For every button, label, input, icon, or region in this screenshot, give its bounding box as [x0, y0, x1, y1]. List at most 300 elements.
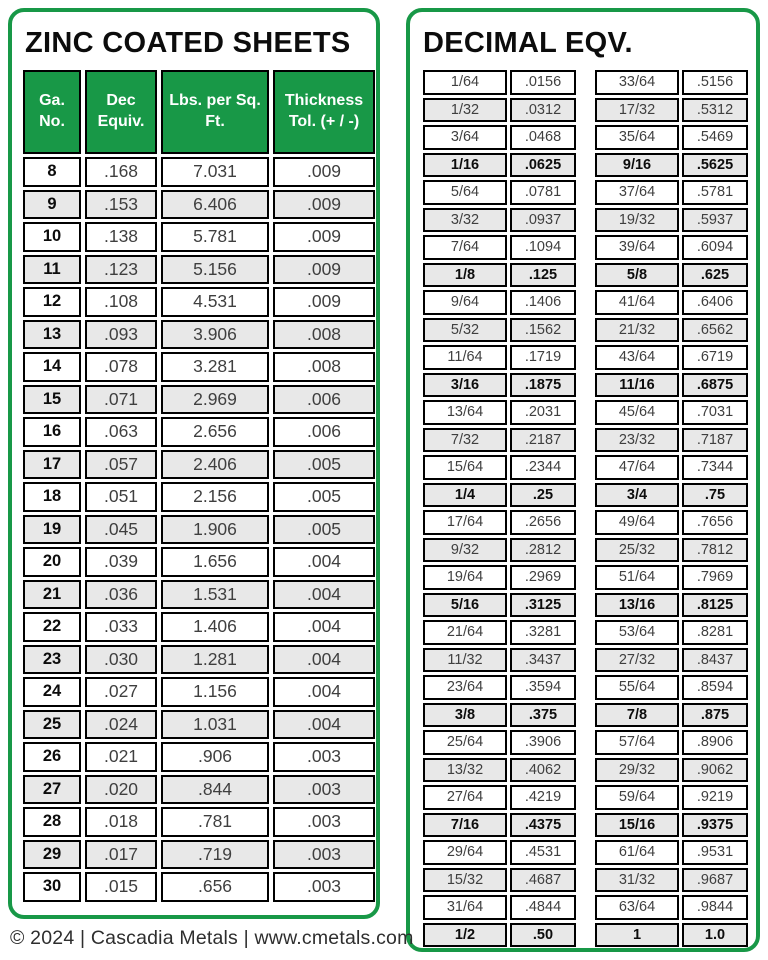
value-cell: .005	[273, 482, 375, 512]
value-cell: .003	[273, 872, 375, 902]
fraction-cell: 23/32	[595, 428, 679, 453]
value-cell: .051	[85, 482, 157, 512]
fraction-cell: 11/32	[423, 648, 507, 673]
decimal-cell: .7812	[682, 538, 748, 563]
decimal-table-row	[595, 730, 748, 755]
zinc-table-row	[23, 775, 375, 805]
value-cell: .003	[273, 742, 375, 772]
value-cell: .003	[273, 775, 375, 805]
value-cell: .138	[85, 222, 157, 252]
decimal-table-row	[423, 895, 576, 920]
fraction-cell: 3/8	[423, 703, 507, 728]
fraction-cell: 3/4	[595, 483, 679, 508]
decimal-cell: .2812	[510, 538, 576, 563]
value-cell: .020	[85, 775, 157, 805]
decimal-cell: .9375	[682, 813, 748, 838]
decimal-table-row	[595, 235, 748, 260]
value-cell: 1.031	[161, 710, 269, 740]
value-cell: 5.781	[161, 222, 269, 252]
fraction-cell: 35/64	[595, 125, 679, 150]
fraction-cell: 25/32	[595, 538, 679, 563]
decimal-table-row	[595, 345, 748, 370]
value-cell: .844	[161, 775, 269, 805]
decimal-table-row	[423, 125, 576, 150]
zinc-table-row	[23, 872, 375, 902]
decimal-cell: .1094	[510, 235, 576, 260]
fraction-cell: 1	[595, 923, 679, 948]
decimal-cell: .0781	[510, 180, 576, 205]
value-cell: .071	[85, 385, 157, 415]
value-cell: .045	[85, 515, 157, 545]
decimal-table-row	[423, 318, 576, 343]
fraction-cell: 17/64	[423, 510, 507, 535]
decimal-cell: .3906	[510, 730, 576, 755]
decimal-cell: .4844	[510, 895, 576, 920]
zinc-table-row	[23, 352, 375, 382]
value-cell: .004	[273, 547, 375, 577]
value-cell: .005	[273, 450, 375, 480]
fraction-cell: 15/64	[423, 455, 507, 480]
zinc-table-row	[23, 320, 375, 350]
fraction-cell: 7/64	[423, 235, 507, 260]
fraction-cell: 55/64	[595, 675, 679, 700]
decimal-equivalents-panel	[406, 8, 760, 952]
value-cell: .093	[85, 320, 157, 350]
value-cell: .003	[273, 807, 375, 837]
value-cell: .009	[273, 222, 375, 252]
value-cell: .039	[85, 547, 157, 577]
value-cell: .021	[85, 742, 157, 772]
value-cell: .108	[85, 287, 157, 317]
fraction-cell: 17/32	[595, 98, 679, 123]
decimal-cell: .125	[510, 263, 576, 288]
decimal-cell: .9062	[682, 758, 748, 783]
fraction-cell: 7/16	[423, 813, 507, 838]
decimal-table-row	[595, 70, 748, 95]
decimal-table-row	[595, 758, 748, 783]
decimal-table-row	[423, 290, 576, 315]
fraction-cell: 19/32	[595, 208, 679, 233]
zinc-table-row	[23, 547, 375, 577]
value-cell: 3.281	[161, 352, 269, 382]
fraction-cell: 25/64	[423, 730, 507, 755]
fraction-cell: 39/64	[595, 235, 679, 260]
decimal-cell: .3125	[510, 593, 576, 618]
decimal-table-row	[595, 813, 748, 838]
decimal-table-row	[595, 840, 748, 865]
decimal-table-row	[423, 813, 576, 838]
decimal-table-row	[595, 868, 748, 893]
decimal-table-row	[595, 455, 748, 480]
gauge-number-cell: 13	[23, 320, 81, 350]
value-cell: .030	[85, 645, 157, 675]
fraction-cell: 27/64	[423, 785, 507, 810]
fraction-cell: 63/64	[595, 895, 679, 920]
gauge-number-cell: 26	[23, 742, 81, 772]
fraction-cell: 1/32	[423, 98, 507, 123]
fraction-cell: 51/64	[595, 565, 679, 590]
gauge-number-cell: 24	[23, 677, 81, 707]
decimal-table-row	[595, 290, 748, 315]
gauge-number-cell: 17	[23, 450, 81, 480]
decimal-table-row	[423, 98, 576, 123]
value-cell: .057	[85, 450, 157, 480]
value-cell: .015	[85, 872, 157, 902]
decimal-table-row	[423, 840, 576, 865]
gauge-number-cell: 15	[23, 385, 81, 415]
decimal-cell: .3594	[510, 675, 576, 700]
fraction-cell: 1/2	[423, 923, 507, 948]
fraction-cell: 53/64	[595, 620, 679, 645]
value-cell: .009	[273, 287, 375, 317]
value-cell: .063	[85, 417, 157, 447]
decimal-cell: .2656	[510, 510, 576, 535]
decimal-table-row	[595, 785, 748, 810]
decimal-table-row	[595, 593, 748, 618]
copyright-footer: © 2024 | Cascadia Metals | www.cmetals.com	[10, 927, 414, 949]
fraction-cell: 47/64	[595, 455, 679, 480]
decimal-table-row	[595, 263, 748, 288]
decimal-cell: .2344	[510, 455, 576, 480]
decimal-table-row	[423, 620, 576, 645]
fraction-cell: 31/64	[423, 895, 507, 920]
fraction-cell: 19/64	[423, 565, 507, 590]
gauge-number-cell: 9	[23, 190, 81, 220]
decimal-cell: .25	[510, 483, 576, 508]
zinc-gauge-table	[19, 67, 379, 905]
decimal-table-row	[423, 70, 576, 95]
zinc-table-row	[23, 450, 375, 480]
gauge-number-cell: 11	[23, 255, 81, 285]
decimal-table-row	[423, 565, 576, 590]
value-cell: 2.406	[161, 450, 269, 480]
zinc-table-row	[23, 255, 375, 285]
value-cell: .024	[85, 710, 157, 740]
decimal-cell: .2031	[510, 400, 576, 425]
decimal-cell: .0937	[510, 208, 576, 233]
decimal-cell: .75	[682, 483, 748, 508]
fraction-cell: 3/32	[423, 208, 507, 233]
decimal-table-row	[595, 538, 748, 563]
fraction-cell: 29/64	[423, 840, 507, 865]
value-cell: .009	[273, 190, 375, 220]
decimal-panel-title: DECIMAL EQV.	[423, 27, 633, 59]
decimal-cell: .5781	[682, 180, 748, 205]
fraction-cell: 1/64	[423, 70, 507, 95]
decimal-cell: .875	[682, 703, 748, 728]
decimal-table-right	[592, 67, 751, 950]
value-cell: .008	[273, 320, 375, 350]
decimal-cell: .3437	[510, 648, 576, 673]
decimal-table-row	[423, 730, 576, 755]
value-cell: .004	[273, 645, 375, 675]
decimal-cell: .5312	[682, 98, 748, 123]
decimal-table-row	[595, 895, 748, 920]
decimal-cell: .6406	[682, 290, 748, 315]
decimal-table-row	[423, 675, 576, 700]
zinc-table-row	[23, 190, 375, 220]
decimal-table-row	[423, 483, 576, 508]
decimal-table-row	[595, 648, 748, 673]
value-cell: 1.531	[161, 580, 269, 610]
fraction-cell: 21/64	[423, 620, 507, 645]
decimal-cell: .8281	[682, 620, 748, 645]
decimal-table-row	[423, 785, 576, 810]
zinc-table-row	[23, 287, 375, 317]
decimal-cell: .9219	[682, 785, 748, 810]
value-cell: .004	[273, 677, 375, 707]
decimal-table-row	[423, 263, 576, 288]
zinc-table-row	[23, 710, 375, 740]
value-cell: .078	[85, 352, 157, 382]
zinc-table-row	[23, 807, 375, 837]
decimal-cell: .0156	[510, 70, 576, 95]
decimal-table-row	[595, 620, 748, 645]
decimal-cell: .4375	[510, 813, 576, 838]
fraction-cell: 57/64	[595, 730, 679, 755]
decimal-cell: .1719	[510, 345, 576, 370]
decimal-table-left	[420, 67, 579, 950]
value-cell: .008	[273, 352, 375, 382]
fraction-cell: 7/32	[423, 428, 507, 453]
decimal-cell: .9687	[682, 868, 748, 893]
decimal-cell: .6562	[682, 318, 748, 343]
decimal-table-row	[595, 428, 748, 453]
value-cell: .003	[273, 840, 375, 870]
column-header: Lbs. per Sq. Ft.	[161, 70, 269, 154]
gauge-number-cell: 8	[23, 157, 81, 187]
decimal-table-row	[423, 648, 576, 673]
value-cell: .004	[273, 612, 375, 642]
decimal-cell: .9531	[682, 840, 748, 865]
value-cell: .006	[273, 385, 375, 415]
decimal-table-row	[423, 758, 576, 783]
decimal-cell: .8125	[682, 593, 748, 618]
fraction-cell: 13/16	[595, 593, 679, 618]
value-cell: 3.906	[161, 320, 269, 350]
column-header: Dec Equiv.	[85, 70, 157, 154]
decimal-table-row	[423, 400, 576, 425]
decimal-table-row	[595, 98, 748, 123]
fraction-cell: 27/32	[595, 648, 679, 673]
column-header: Ga. No.	[23, 70, 81, 154]
value-cell: .004	[273, 580, 375, 610]
decimal-cell: .50	[510, 923, 576, 948]
decimal-table-row	[595, 180, 748, 205]
decimal-cell: .7656	[682, 510, 748, 535]
gauge-number-cell: 10	[23, 222, 81, 252]
decimal-table-row	[595, 483, 748, 508]
fraction-cell: 21/32	[595, 318, 679, 343]
decimal-cell: 1.0	[682, 923, 748, 948]
decimal-table-row	[423, 455, 576, 480]
fraction-cell: 29/32	[595, 758, 679, 783]
zinc-table-row	[23, 222, 375, 252]
decimal-cell: .5937	[682, 208, 748, 233]
decimal-table-row	[595, 125, 748, 150]
value-cell: 1.281	[161, 645, 269, 675]
fraction-cell: 3/16	[423, 373, 507, 398]
value-cell: 6.406	[161, 190, 269, 220]
value-cell: .781	[161, 807, 269, 837]
decimal-table-row	[595, 400, 748, 425]
decimal-cell: .3281	[510, 620, 576, 645]
decimal-table-row	[595, 675, 748, 700]
decimal-table-row	[423, 538, 576, 563]
fraction-cell: 11/64	[423, 345, 507, 370]
zinc-table-row	[23, 157, 375, 187]
value-cell: 1.656	[161, 547, 269, 577]
gauge-number-cell: 20	[23, 547, 81, 577]
decimal-cell: .8594	[682, 675, 748, 700]
decimal-cell: .7969	[682, 565, 748, 590]
decimal-cell: .7031	[682, 400, 748, 425]
zinc-coated-sheets-panel	[8, 8, 380, 919]
decimal-table-row	[423, 593, 576, 618]
fraction-cell: 1/8	[423, 263, 507, 288]
fraction-cell: 5/16	[423, 593, 507, 618]
zinc-table-row	[23, 417, 375, 447]
fraction-cell: 61/64	[595, 840, 679, 865]
decimal-table-row	[423, 923, 576, 948]
decimal-table-row	[423, 510, 576, 535]
fraction-cell: 7/8	[595, 703, 679, 728]
fraction-cell: 9/64	[423, 290, 507, 315]
value-cell: 7.031	[161, 157, 269, 187]
zinc-table-header-row	[23, 70, 375, 154]
gauge-number-cell: 21	[23, 580, 81, 610]
decimal-table-row	[423, 868, 576, 893]
zinc-table-row	[23, 482, 375, 512]
decimal-cell: .1875	[510, 373, 576, 398]
zinc-table-row	[23, 580, 375, 610]
decimal-table-row	[595, 703, 748, 728]
value-cell: .033	[85, 612, 157, 642]
fraction-cell: 33/64	[595, 70, 679, 95]
zinc-table-row	[23, 612, 375, 642]
decimal-table-row	[423, 345, 576, 370]
value-cell: .027	[85, 677, 157, 707]
fraction-cell: 59/64	[595, 785, 679, 810]
fraction-cell: 43/64	[595, 345, 679, 370]
fraction-cell: 37/64	[595, 180, 679, 205]
decimal-cell: .8437	[682, 648, 748, 673]
value-cell: .168	[85, 157, 157, 187]
decimal-cell: .4531	[510, 840, 576, 865]
decimal-table-row	[595, 510, 748, 535]
zinc-table-row	[23, 385, 375, 415]
fraction-cell: 9/16	[595, 153, 679, 178]
fraction-cell: 13/64	[423, 400, 507, 425]
decimal-cell: .6875	[682, 373, 748, 398]
zinc-panel-title: ZINC COATED SHEETS	[25, 27, 351, 59]
gauge-number-cell: 14	[23, 352, 81, 382]
value-cell: .004	[273, 710, 375, 740]
decimal-table-row	[595, 923, 748, 948]
value-cell: 2.969	[161, 385, 269, 415]
value-cell: 4.531	[161, 287, 269, 317]
value-cell: .017	[85, 840, 157, 870]
decimal-tables-wrapper	[420, 67, 756, 950]
gauge-number-cell: 28	[23, 807, 81, 837]
gauge-number-cell: 29	[23, 840, 81, 870]
gauge-number-cell: 25	[23, 710, 81, 740]
decimal-cell: .8906	[682, 730, 748, 755]
decimal-cell: .1562	[510, 318, 576, 343]
fraction-cell: 41/64	[595, 290, 679, 315]
zinc-table-row	[23, 840, 375, 870]
fraction-cell: 1/16	[423, 153, 507, 178]
value-cell: .719	[161, 840, 269, 870]
value-cell: 1.156	[161, 677, 269, 707]
decimal-table-row	[595, 318, 748, 343]
decimal-cell: .6094	[682, 235, 748, 260]
zinc-table-row	[23, 677, 375, 707]
fraction-cell: 9/32	[423, 538, 507, 563]
value-cell: 5.156	[161, 255, 269, 285]
value-cell: .123	[85, 255, 157, 285]
fraction-cell: 15/16	[595, 813, 679, 838]
decimal-cell: .0625	[510, 153, 576, 178]
decimal-cell: .0468	[510, 125, 576, 150]
gauge-number-cell: 16	[23, 417, 81, 447]
decimal-table-row	[595, 373, 748, 398]
decimal-table-row	[423, 703, 576, 728]
zinc-table-row	[23, 742, 375, 772]
decimal-cell: .7187	[682, 428, 748, 453]
decimal-table-row	[423, 208, 576, 233]
decimal-cell: .5625	[682, 153, 748, 178]
decimal-cell: .4219	[510, 785, 576, 810]
zinc-table-row	[23, 645, 375, 675]
value-cell: .036	[85, 580, 157, 610]
decimal-table-row	[423, 153, 576, 178]
value-cell: .656	[161, 872, 269, 902]
gauge-number-cell: 12	[23, 287, 81, 317]
decimal-table-row	[423, 180, 576, 205]
decimal-cell: .0312	[510, 98, 576, 123]
decimal-table-row	[423, 428, 576, 453]
decimal-table-row	[595, 565, 748, 590]
fraction-cell: 3/64	[423, 125, 507, 150]
decimal-cell: .1406	[510, 290, 576, 315]
decimal-cell: .5469	[682, 125, 748, 150]
zinc-table-row	[23, 515, 375, 545]
decimal-cell: .7344	[682, 455, 748, 480]
value-cell: .009	[273, 157, 375, 187]
value-cell: .906	[161, 742, 269, 772]
decimal-table-row	[423, 235, 576, 260]
decimal-cell: .9844	[682, 895, 748, 920]
fraction-cell: 23/64	[423, 675, 507, 700]
fraction-cell: 5/8	[595, 263, 679, 288]
value-cell: .005	[273, 515, 375, 545]
decimal-table-row	[423, 373, 576, 398]
value-cell: 1.406	[161, 612, 269, 642]
value-cell: 2.156	[161, 482, 269, 512]
decimal-cell: .4687	[510, 868, 576, 893]
value-cell: .018	[85, 807, 157, 837]
fraction-cell: 31/32	[595, 868, 679, 893]
gauge-number-cell: 19	[23, 515, 81, 545]
value-cell: 1.906	[161, 515, 269, 545]
fraction-cell: 45/64	[595, 400, 679, 425]
decimal-cell: .6719	[682, 345, 748, 370]
gauge-number-cell: 23	[23, 645, 81, 675]
fraction-cell: 5/32	[423, 318, 507, 343]
fraction-cell: 49/64	[595, 510, 679, 535]
fraction-cell: 13/32	[423, 758, 507, 783]
